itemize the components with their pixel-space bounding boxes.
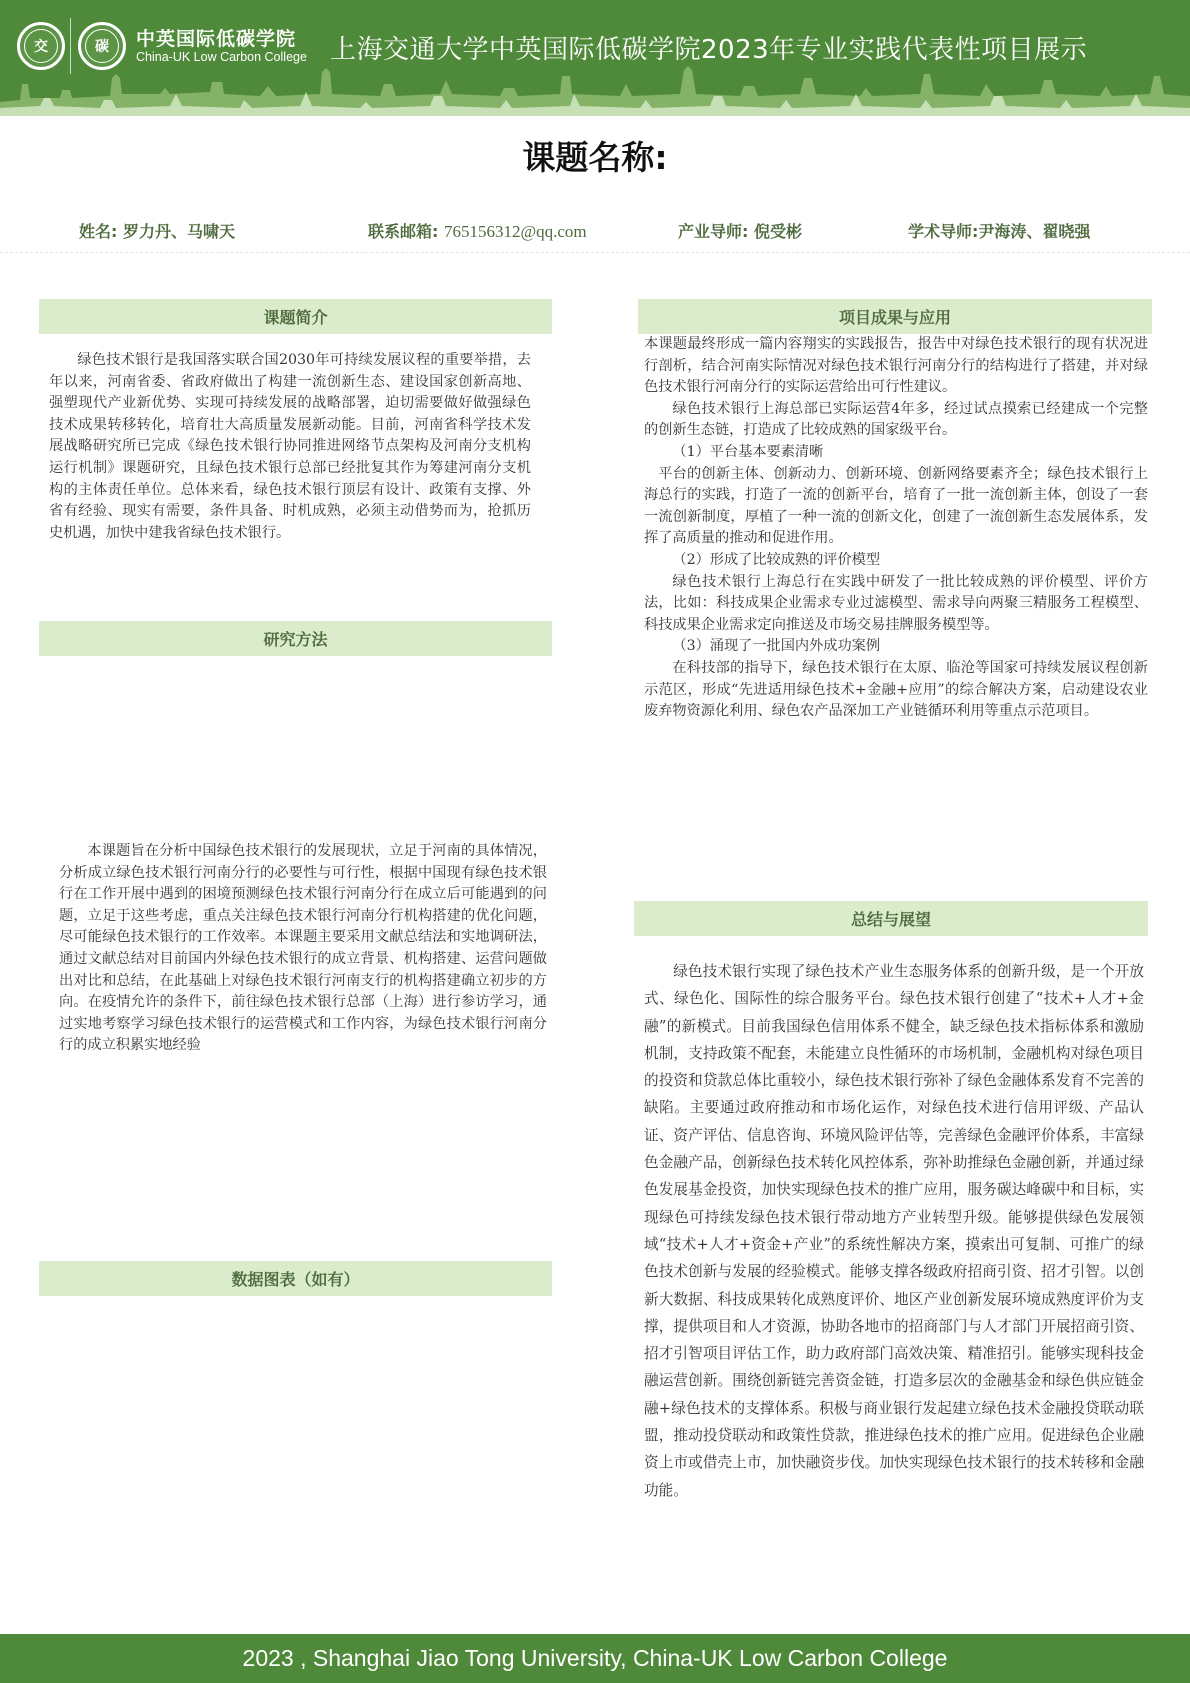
name-label: 姓名: [79,222,123,241]
city-skyline-decoration [0,64,1190,116]
results-heading-3: （3）涌现了一批国内外成功案例 [672,638,881,655]
info-name [79,219,235,242]
sjtu-logo [17,22,65,70]
section-header-method: 研究方法 [39,621,552,656]
summary-paragraph: 绿色技术银行实现了绿色技术产业生态服务体系的创新升级，是一个开放式、绿色化、国际性的综合服务平台。绿色技术银行创建了“技术+人才+金融”的新模式。目前我国绿色信用体系不健全，缺乏绿色技术指标体系和激励机制，支持政策不配套，未能建立良性循环的市场机制，金融机构对绿色项目的投资和贷款总体比重较小，绿色技术银行弥补了绿色金融体系发育不完善的缺陷。主要通过政府推动和市场化运作，对绿色技术进行信用评级、产品认证、资产评估、信息咨询、环境风险评估等，完善绿色金融评价体系，丰富绿色金融产品，创新绿色技术转化风控体系，弥补助推绿色金融创新，并通过绿色发展基金投资，加快实现绿色技术的推广应用，服务碳达峰碳中和目标，实现绿色可持续发绿色技术银行带动地方产业转型升级。能够提供绿色发展领域“技术+人才+资金+产业”的系统性解决方案，摸索出可复制、可推广的绿色技术创新与发展的经验模式。能够支撑各级政府招商引资、招才引智。以创新大数据、科技成果转化成熟度评价、地区产业创新发展环境成熟度评价为支撑，提供项目和人才资源，协助各地市的招商部门与人才部门开展招商引资、招才引智项目评估工作，助力政府部门高效决策、精准招引。能够实现科技金融运营创新。围绕创新链完善资金链，打造多层次的金融基金和绿色供应链金融+绿色技术的支撑体系。积极与商业银行发起建立绿色技术金融投贷联动联盟，推动投贷联动和政策性贷款，推进绿色技术的推广应用。促进绿色企业融资上市或借壳上市，加快融资步伐。加快实现绿色技术银行的技术转移和金融功能。 [644,963,1144,1499]
industry-mentor-value: 倪受彬 [753,222,802,241]
college-name-en: China-UK Low Carbon College [136,50,307,64]
results-paragraph-1: 本课题最终形成一篇内容翔实的实践报告，报告中对绿色技术银行的现有状况进行剖析，结合河南实际情况对绿色技术银行河南分行的结构进行了搭建，并对绿色技术银行河南分行的实际运营给出可行性建议。 [644,336,1148,396]
ccc-logo-glyph: 碳 [95,39,109,55]
results-heading-2: （2）形成了比较成熟的评价模型 [672,551,881,568]
info-industry-mentor [678,219,802,242]
footer-bar [0,1634,1190,1683]
results-paragraph-4: 绿色技术银行上海总行在实践中研发了一批比较成熟的评价模型、评价方法，比如：科技成果企业需求专业过滤模型、需求导向两聚三精服务工程模型、科技成果企业需求定向推送及市场交易挂牌服务模型等。 [644,573,1148,633]
ccc-logo [78,22,126,70]
results-heading-1: （1）平台基本要素清晰 [672,443,824,460]
name-value: 罗力丹、马啸天 [122,222,235,241]
intro-text [49,350,531,544]
method-text [59,841,547,1057]
section-header-intro: 课题简介 [39,299,552,334]
email-label: 联系邮箱: [368,222,444,241]
page-title: 上海交通大学中英国际低碳学院2023年专业实践代表性项目展示 [330,35,1088,65]
academic-mentor-value: 尹海涛、翟晓强 [978,222,1091,241]
info-email [368,219,587,242]
method-paragraph: 本课题旨在分析中国绿色技术银行的发展现状，立足于河南的具体情况，分析成立绿色技术银行河南分行的必要性与可行性，根据中国现有绿色技术银行在工作开展中遇到的困境预测绿色技术银行河南分行在成立后可能遇到的问题，立足于这些考虑，重点关注绿色技术银行河南分行机构搭建的优化问题，尽可能绿色技术银行的工作效率。本课题主要采用文献总结法和实地调研法，通过文献总结对目前国内外绿色技术银行的成立背景、机构搭建、运营问题做出对比和总结，在此基础上对绿色技术银行河南支行的机构搭建确立初步的方向。在疫情允许的条件下，前往绿色技术银行总部（上海）进行参访学习，通过实地考察学习绿色技术银行的运营模式和工作内容，为绿色技术银行河南分行的成立积累实地经验 [59,843,547,1054]
section-header-data: 数据图表（如有） [39,1261,552,1296]
industry-mentor-label: 产业导师: [678,222,754,241]
email-value: 765156312@qq.com [443,222,587,241]
results-paragraph-2: 绿色技术银行上海总部已实际运营4年多，经过试点摸索已经建成一个完整的创新生态链，打造成了比较成熟的国家级平台。 [644,400,1148,439]
results-text [644,334,1148,723]
logo-divider [70,18,71,74]
section-header-results: 项目成果与应用 [638,299,1152,334]
results-paragraph-5: 在科技部的指导下，绿色技术银行在太原、临沧等国家可持续发展议程创新示范区，形成“先进适用绿色技术+金融+应用”的综合解决方案，启动建设农业废弃物资源化利用、绿色农产品深加工产业链循环利用等重点示范项目。 [644,659,1148,720]
sjtu-logo-glyph: 交 [34,39,48,55]
results-paragraph-3: 平台的创新主体、创新动力、创新环境、创新网络要素齐全；绿色技术银行上海总行的实践，打造了一流的创新平台，培育了一批一流创新主体，创设了一套一流创新制度，厚植了一种一流的创新文化，创建了一流创新生态发展体系，发挥了高质量的推动和促进作用。 [644,465,1148,547]
footer-text: 2023 , Shanghai Jiao Tong University, China-UK Low Carbon College [242,1645,948,1671]
topic-title: 课题名称: [522,138,668,177]
section-header-summary: 总结与展望 [634,901,1148,936]
summary-text [644,958,1144,1504]
academic-mentor-label: 学术导师: [908,222,979,241]
info-academic-mentor [908,219,1090,242]
info-divider [0,252,1190,253]
header-banner [0,0,1190,116]
college-name-cn: 中英国际低碳学院 [136,28,297,50]
intro-paragraph: 绿色技术银行是我国落实联合国2030年可持续发展议程的重要举措，去年以来，河南省委、省政府做出了构建一流创新生态、建设国家创新高地、强塑现代产业新优势、实现可持续发展的战略部署，迫切需要做好做强绿色技术成果转移转化，培育壮大高质量发展新动能。目前，河南省科学技术发展战略研究所已完成《绿色技术银行协同推进网络节点架构及河南分支机构运行机制》课题研究，且绿色技术银行总部已经批复其作为筹建河南分支机构的主体责任单位。总体来看，绿色技术银行顶层有设计、政策有支撑、外省有经验、现实有需要，条件具备、时机成熟，必须主动借势而为，抢抓历史机遇，加快中建我省绿色技术银行。 [49,352,531,541]
